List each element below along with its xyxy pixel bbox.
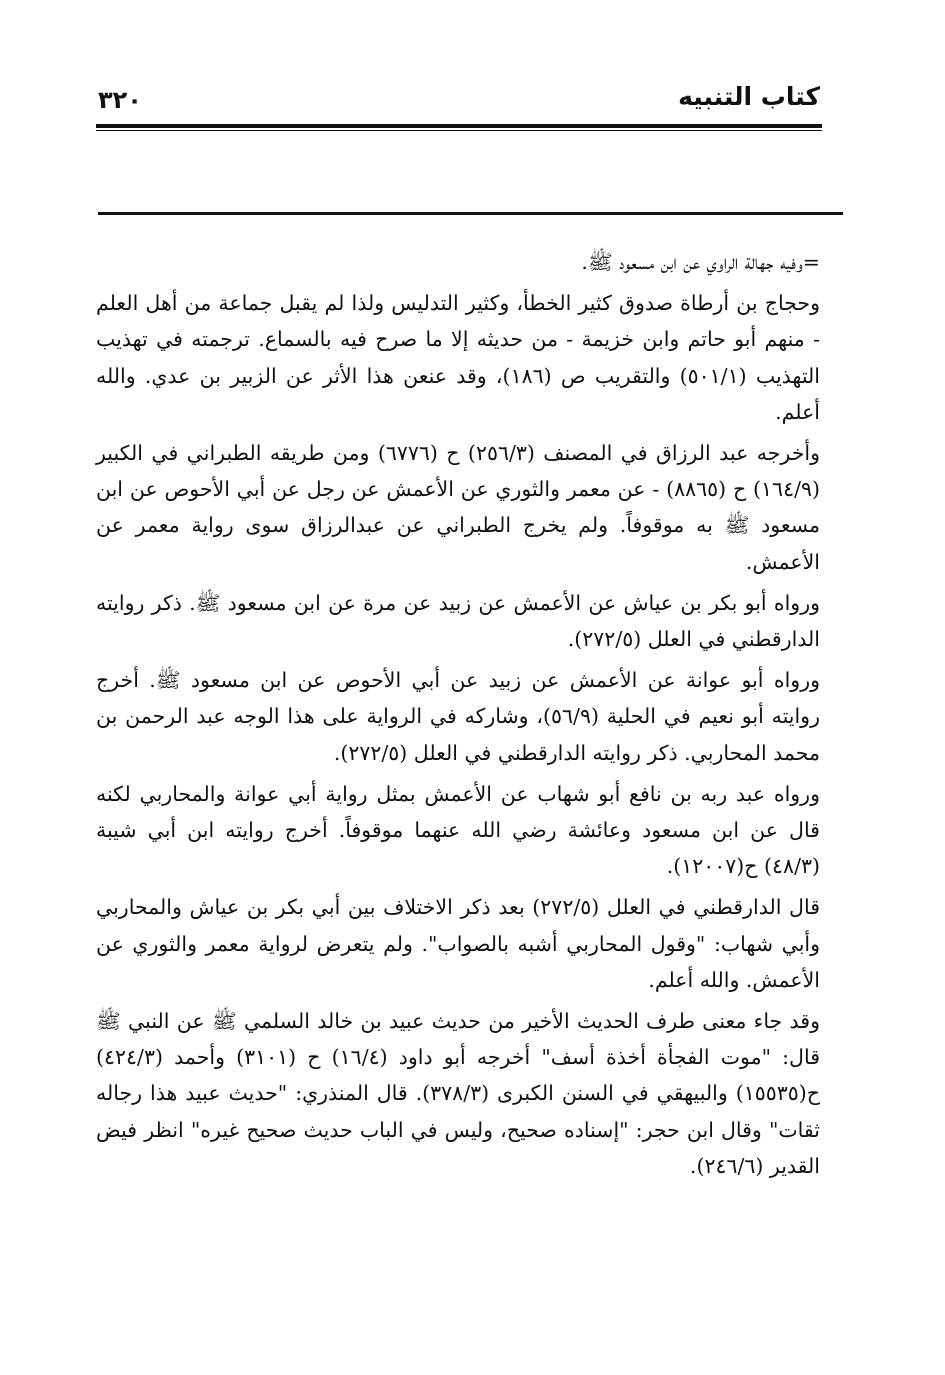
footnote-paragraph: ورواه أبو بكر بن عياش عن الأعمش عن زبيد عن مرة عن ابن مسعود ﷺ. ذكر روايته الدارقطني في العلل (٢٧٢/٥). xyxy=(96,590,820,652)
header-divider xyxy=(96,124,822,128)
footnote-paragraph: وحجاج بن أرطاة صدوق كثير الخطأ، وكثير التدليس ولذا لم يقبل جماعة من أهل العلم - منهم أبو حاتم وابن خزيمة - من حديثه إلا ما صرح فيه بالسماع. ترجمته في تهذيب التهذيب (٥٠١/١) والتقريب ص (١٨٦)، وقد عنعن هذا الأثر عن الزبير بن عدي. والله أعلم. xyxy=(96,291,820,424)
footnotes-section xyxy=(96,244,820,1189)
header-divider-thin xyxy=(96,130,822,131)
footnote-paragraph: قال الدارقطني في العلل (٢٧٢/٥) بعد ذكر الاختلاف بين أبي بكر بن عياش والمحاربي وأبي شهاب: "وقول المحاربي أشبه بالصواب". ولم يتعرض لرواية معمر والثوري عن الأعمش. والله أعلم. xyxy=(96,895,820,992)
footnote-separator xyxy=(98,212,843,215)
footnote-paragraph: ورواه أبو عوانة عن الأعمش عن زبيد عن أبي الأحوص عن ابن مسعود ﷺ. أخرج روايته أبو نعيم في الحلية (٥٦/٩)، وشاركه في الرواية على هذا الوجه عبد الرحمن بن محمد المحاربي. ذكر روايته الدارقطني في العلل (٢٧٢/٥). xyxy=(96,668,820,765)
page-header xyxy=(98,80,820,116)
footnote-paragraph: ورواه عبد ربه بن نافع أبو شهاب عن الأعمش بمثل رواية أبي عوانة والمحاربي لكنه قال عن ابن مسعود وعائشة رضي الله عنهما موقوفاً. أخرج روايته ابن أبي شيبة (٤٨/٣) ح(١٢٠٠٧). xyxy=(96,781,820,879)
footnote-paragraph: =وفيه جهالة الراوي عن ابن مسعود ﷺ. xyxy=(581,250,820,274)
footnote-paragraph: وأخرجه عبد الرزاق في المصنف (٢٥٦/٣) ح (٦٧٧٦) ومن طريقه الطبراني في الكبير (١٦٤/٩) ح (٨٨٦٥) - عن معمر والثوري عن الأعمش عن رجل عن أبي الأحوص عن ابن مسعود ﷺ به موقوفاً. ولم يخرج الطبراني عن عبدالرزاق سوى رواية معمر عن الأعمش. xyxy=(96,441,820,574)
page-number: ٣٢٠ xyxy=(98,86,142,114)
book-title: كتاب التنبيه xyxy=(678,82,820,111)
footnote-paragraph: وقد جاء معنى طرف الحديث الأخير من حديث عبيد بن خالد السلمي ﷺ عن النبي ﷺ قال: "موت الفجأة أخذة أسف" أخرجه أبو داود (١٦/٤) ح (٣١٠١) وأحمد (٤٢٤/٣) ح(١٥٥٣٥) والبيهقي في السنن الكبرى (٣٧٨/٣). قال المنذري: "حديث عبيد هذا رجاله ثقات" وقال ابن حجر: "إسناده صحيح، وليس في الباب حديث صحيح غيره" انظر فيض القدير (٢٤٦/٦). xyxy=(96,1009,820,1178)
